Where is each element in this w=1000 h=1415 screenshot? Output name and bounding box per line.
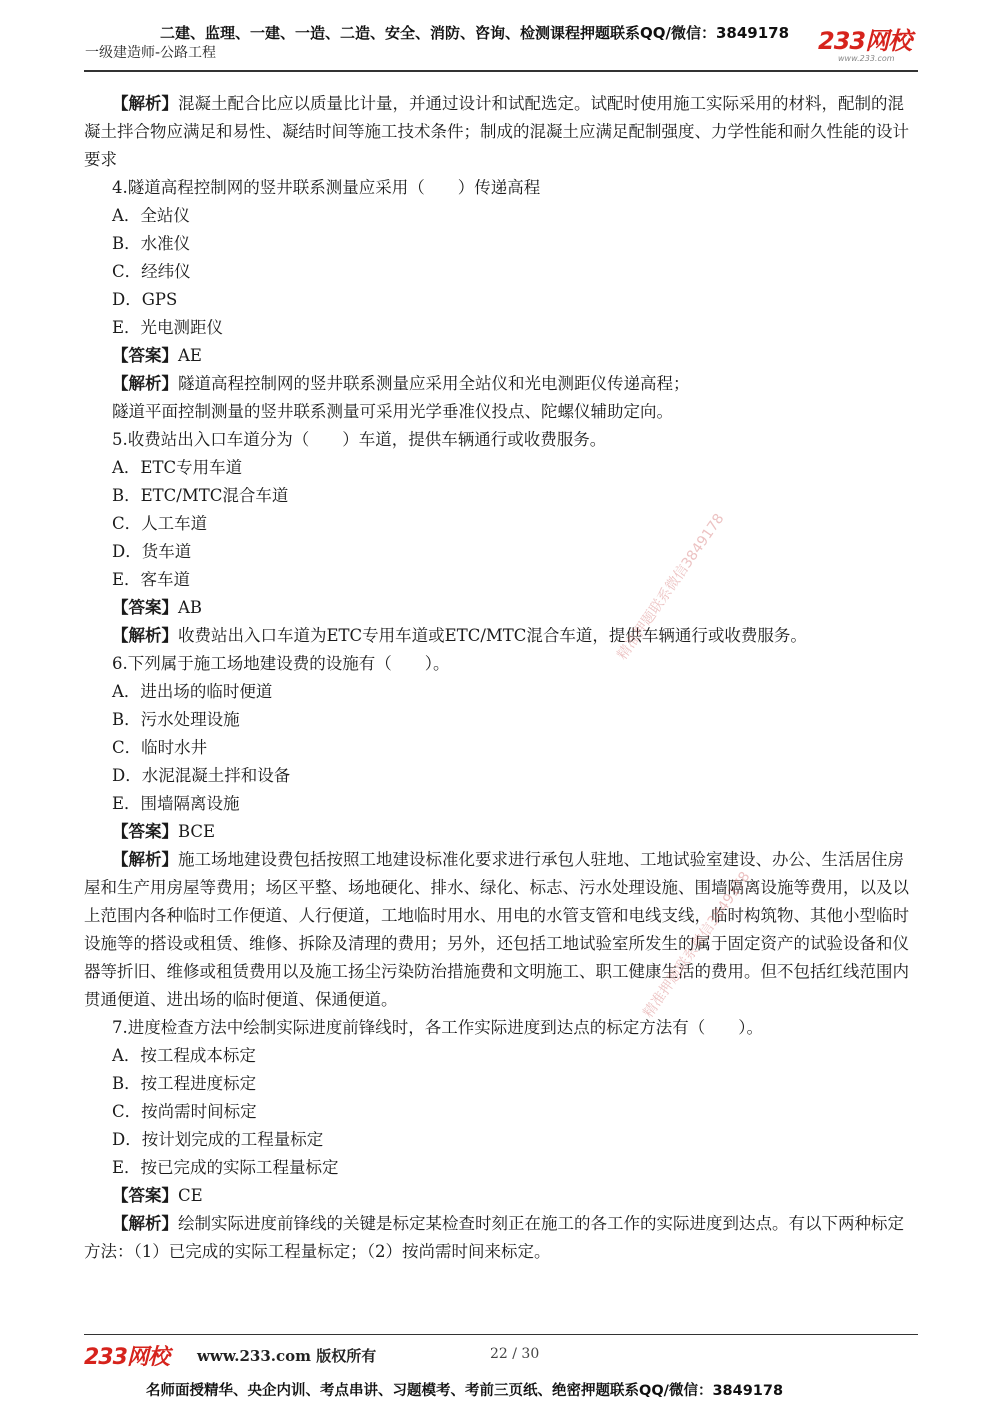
footer-copyright: www.233.com 版权所有 bbox=[197, 1347, 377, 1365]
option-line bbox=[84, 314, 918, 342]
paragraph-text: 混凝土配合比应以质量比计量，并通过设计和试配选定。试配时使用施工实际采用的材料，配制的混凝土拌合物应满足和易性、凝结时间等施工技术条件；制成的混凝土应满足配制强度、力学性能和耐久性能的设计要求 bbox=[84, 94, 909, 169]
paragraph-text: 4.隧道高程控制网的竖井联系测量应采用（ ）传递高程 bbox=[112, 178, 541, 197]
option-line bbox=[84, 538, 918, 566]
paragraph-label: 【解析】 bbox=[112, 374, 178, 393]
paragraph-label: 【答案】 bbox=[112, 822, 178, 841]
paragraph-text: 隧道高程控制网的竖井联系测量应采用全站仪和光电测距仪传递高程； bbox=[178, 374, 690, 393]
question-line bbox=[84, 174, 918, 202]
option-line bbox=[84, 678, 918, 706]
document-subtitle: 一级建造师-公路工程 bbox=[85, 45, 217, 61]
header-promo-line: 二建、监理、一建、一造、二造、安全、消防、咨询、检测课程押题联系QQ/微信：3849178 bbox=[160, 24, 790, 42]
paragraph-text: 绘制实际进度前锋线的关键是标定某检查时刻正在施工的各工作的实际进度到达点。有以下两种标定方法：（1）已完成的实际工程量标定；（2）按尚需时间来标定。 bbox=[84, 1214, 904, 1261]
option-line bbox=[84, 398, 918, 426]
watermark: 精准押题联系微信3849178 bbox=[640, 868, 754, 1021]
paragraph-text: BCE bbox=[178, 822, 216, 841]
paragraph-label: 【解析】 bbox=[112, 1214, 178, 1233]
watermark: 精准押题联系微信3849178 bbox=[614, 510, 728, 663]
option-line bbox=[84, 1070, 918, 1098]
paragraph-text: 隧道平面控制测量的竖井联系测量可采用光学垂准仪投点、陀螺仪辅助定向。 bbox=[112, 402, 673, 421]
paragraph-text: E．光电测距仪 bbox=[112, 318, 224, 337]
logo-url: www.233.com bbox=[838, 54, 895, 63]
paragraph-text: D．水泥混凝土拌和设备 bbox=[112, 766, 291, 785]
paragraph-text: E．按已完成的实际工程量标定 bbox=[112, 1158, 339, 1177]
option-line bbox=[84, 286, 918, 314]
option-line bbox=[84, 202, 918, 230]
paragraph-label: 【答案】 bbox=[112, 1186, 178, 1205]
labeled-paragraph bbox=[84, 342, 918, 370]
paragraph-text: AE bbox=[178, 346, 202, 365]
labeled-paragraph bbox=[84, 818, 918, 846]
question-line bbox=[84, 1014, 918, 1042]
paragraph-text: A．全站仪 bbox=[112, 206, 190, 225]
header-divider bbox=[84, 70, 918, 72]
paragraph-text: C．按尚需时间标定 bbox=[112, 1102, 257, 1121]
paragraph-text: A．ETC专用车道 bbox=[112, 458, 243, 477]
option-line bbox=[84, 1042, 918, 1070]
paragraph-text: 7.进度检查方法中绘制实际进度前锋线时，各工作实际进度到达点的标定方法有（ ）。 bbox=[112, 1018, 763, 1037]
paragraph-text: C．临时水井 bbox=[112, 738, 208, 757]
labeled-paragraph bbox=[84, 370, 918, 398]
paragraph-text: 5.收费站出入口车道分为（ ）车道，提供车辆通行或收费服务。 bbox=[112, 430, 607, 449]
paragraph-text: B．ETC/MTC混合车道 bbox=[112, 486, 289, 505]
question-line bbox=[84, 650, 918, 678]
option-line bbox=[84, 762, 918, 790]
paragraph-text: B．污水处理设施 bbox=[112, 710, 240, 729]
footer-divider bbox=[84, 1334, 918, 1335]
labeled-paragraph bbox=[84, 846, 918, 1014]
option-line bbox=[84, 1126, 918, 1154]
labeled-paragraph bbox=[84, 622, 918, 650]
paragraph-text: C．经纬仪 bbox=[112, 262, 191, 281]
brand-logo bbox=[818, 28, 928, 66]
option-line bbox=[84, 706, 918, 734]
option-line bbox=[84, 230, 918, 258]
footer-logo: 233网校 bbox=[84, 1345, 169, 1370]
labeled-paragraph bbox=[84, 1182, 918, 1210]
labeled-paragraph bbox=[84, 594, 918, 622]
paragraph-text: D．货车道 bbox=[112, 542, 192, 561]
paragraph-text: CE bbox=[178, 1186, 203, 1205]
paragraph-text: AB bbox=[178, 598, 203, 617]
question-line bbox=[84, 426, 918, 454]
option-line bbox=[84, 1098, 918, 1126]
paragraph-label: 【答案】 bbox=[112, 346, 178, 365]
labeled-paragraph bbox=[84, 90, 918, 174]
paragraph-text: C．人工车道 bbox=[112, 514, 208, 533]
option-line bbox=[84, 790, 918, 818]
paragraph-text: D．GPS bbox=[112, 290, 178, 309]
paragraph-text: 收费站出入口车道为ETC专用车道或ETC/MTC混合车道，提供车辆通行或收费服务。 bbox=[178, 626, 807, 645]
paragraph-text: B．按工程进度标定 bbox=[112, 1074, 257, 1093]
document-body bbox=[84, 90, 918, 1266]
option-line bbox=[84, 258, 918, 286]
option-line bbox=[84, 454, 918, 482]
option-line bbox=[84, 566, 918, 594]
paragraph-label: 【解析】 bbox=[112, 626, 178, 645]
paragraph-text: E．客车道 bbox=[112, 570, 191, 589]
logo-text: 233网校 bbox=[818, 27, 912, 55]
paragraph-label: 【答案】 bbox=[112, 598, 178, 617]
paragraph-text: 6.下列属于施工场地建设费的设施有（ ）。 bbox=[112, 654, 450, 673]
paragraph-text: D．按计划完成的工程量标定 bbox=[112, 1130, 324, 1149]
paragraph-text: A．按工程成本标定 bbox=[112, 1046, 256, 1065]
paragraph-text: B．水准仪 bbox=[112, 234, 191, 253]
page-number: 22 / 30 bbox=[490, 1346, 540, 1362]
paragraph-label: 【解析】 bbox=[112, 94, 178, 113]
option-line bbox=[84, 734, 918, 762]
labeled-paragraph bbox=[84, 1210, 918, 1266]
option-line bbox=[84, 482, 918, 510]
option-line bbox=[84, 1154, 918, 1182]
paragraph-text: 施工场地建设费包括按照工地建设标准化要求进行承包人驻地、工地试验室建设、办公、生活居住房屋和生产用房屋等费用；场区平整、场地硬化、排水、绿化、标志、污水处理设施、围墙隔离设施等费用，以及以上范围内各种临时工作便道、人行便道，工地临时用水、用电的水管支管和电线支线，临时构筑物、其他小型临时设施等的搭设或租赁、维修、拆除及清理的费用；另外，还包括工地试验室所发生的属于固定资产的试验设备和仪器等折旧、维修或租赁费用以及施工扬尘污染防治措施费和文明施工、职工健康生活的费用。但不包括红线范围内贯通便道、进出场的临时便道、保通便道。 bbox=[84, 850, 909, 1009]
paragraph-text: E．围墙隔离设施 bbox=[112, 794, 240, 813]
paragraph-text: A．进出场的临时便道 bbox=[112, 682, 273, 701]
footer-promo-line: 名师面授精华、央企内训、考点串讲、习题模考、考前三页纸、绝密押题联系QQ/微信：3849178 bbox=[146, 1383, 784, 1399]
option-line bbox=[84, 510, 918, 538]
paragraph-label: 【解析】 bbox=[112, 850, 178, 869]
